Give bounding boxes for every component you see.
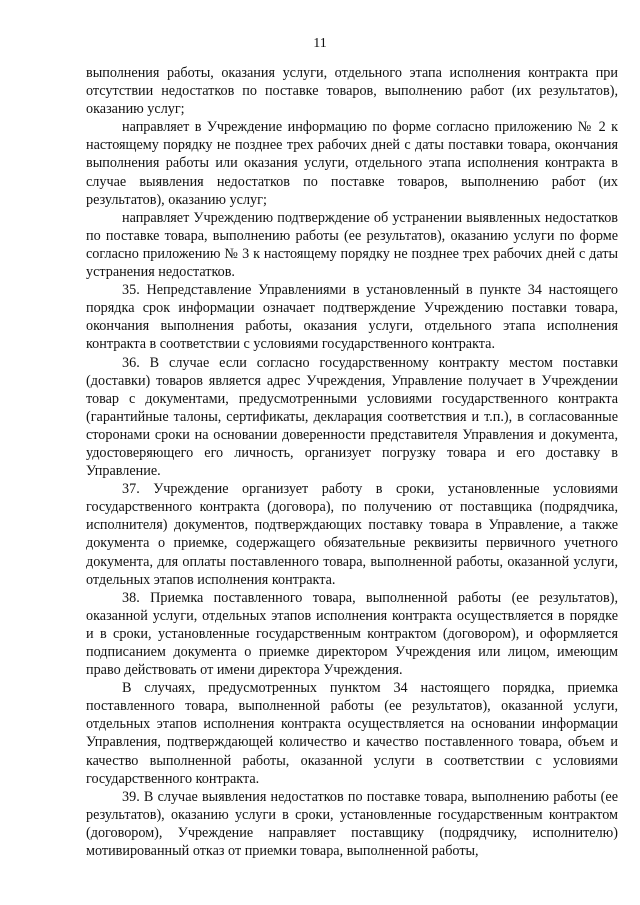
paragraph-item-defects-fixed: направляет Учреждению подтверждение об устранении выявленных недостатков по поставке товара, выполнению работы (ее результатов), оказанию услуги по форме согласно приложению № 3 к настоящему порядку не позднее трех рабочих дней с даты устранения недостатков. xyxy=(86,209,618,281)
paragraph-39: 39. В случае выявления недостатков по поставке товара, выполнению работы (ее результатов), оказанию услуги в сроки, установленные государственным контрактом (договором), Учреждение направляет поставщику (подрядчику, исполнителю) мотивированный отказ от приемки товара, выполненной работы, xyxy=(86,788,618,860)
paragraph-38: 38. Приемка поставленного товара, выполненной работы (ее результатов), оказанной услуги, отдельных этапов исполнения контракта осуществляется в порядке и в сроки, установленные государственным контрактом (договором), и оформляется подписанием документа о приемке директором Учреждения или лицом, имеющим право действовать от имени директора Учреждения. xyxy=(86,589,618,679)
page-number: 11 xyxy=(313,36,327,51)
paragraph-36: 36. В случае если согласно государственному контракту местом поставки (доставки) товаров является адрес Учреждения, Управление получает в Учреждении товар с документами, предусмотренными условиями государственного контракта (гарантийные талоны, сертификаты, декларация соответствия и т.п.), в согласованные сторонами сроки на основании доверенности представителя Управления и документа, удостоверяющего его личность, организует погрузку товара и его доставку в Управление. xyxy=(86,354,618,480)
paragraph-37: 37. Учреждение организует работу в сроки, установленные условиями государственного контракта (договора), по получению от поставщика (подрядчика, исполнителя) документов, подтверждающих поставку товара в Управление, а также документа о приемке, содержащего обязательные реквизиты первичного учетного документа, для оплаты поставленного товара, выполненной работы, оказанной услуги, отдельных этапов исполнения контракта. xyxy=(86,481,618,588)
paragraph-continuation: выполнения работы, оказания услуги, отдельного этапа исполнения контракта при отсутствии недостатков по поставке товаров, выполнению работ (их результатов), оказанию услуг; xyxy=(86,65,618,118)
paragraph-35: 35. Непредставление Управлениями в установленный в пункте 34 настоящего порядка срок информации означает подтверждение Учреждению поставки товара, окончания выполнения работы, оказания услуги, отдельного этапа исполнения контракта в соответствии с условиями государственного контракта. xyxy=(86,282,618,353)
paragraph-item-info-on-defects: направляет в Учреждение информацию по форме согласно приложению № 2 к настоящему порядку не позднее трех рабочих дней с даты поставки товара, окончания выполнения работы или оказания услуги, отдельного этапа исполнения контракта в случае выявления недостатков по поставке товаров, выполнению работ (их результатов), оказанию услуг; xyxy=(86,119,618,208)
paragraph-38-cases: В случаях, предусмотренных пунктом 34 настоящего порядка, приемка поставленного товара, выполненной работы (ее результатов), оказанной услуги, отдельных этапов исполнения контракта осуществляется на основании информации Управления, подтверждающей количество и качество поставленного товара, объем и качество выполненной работы, оказанной услуги в соответствии с условиями государственного контракта. xyxy=(86,680,618,787)
document-body xyxy=(86,64,618,860)
